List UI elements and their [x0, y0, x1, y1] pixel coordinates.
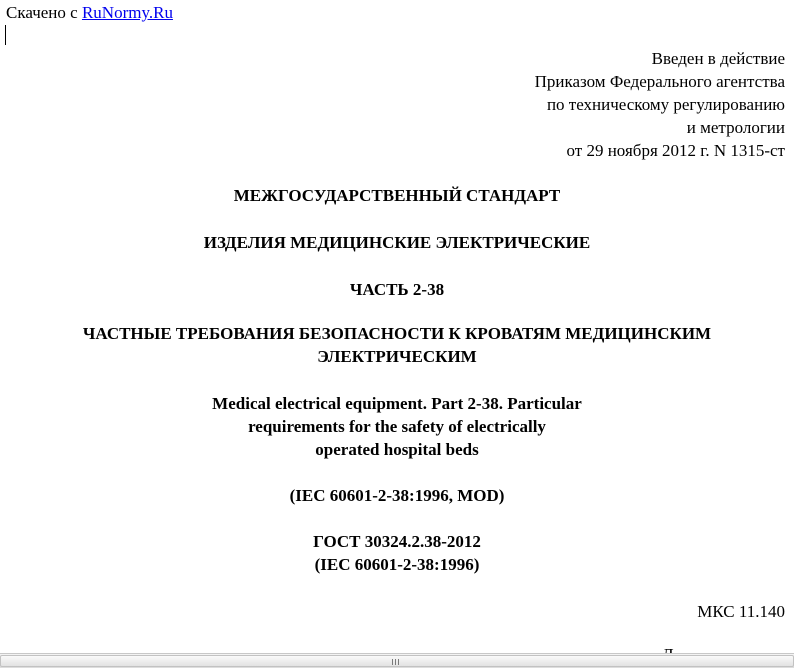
intro-line: Введен в действие [651, 49, 785, 68]
iec-mod-reference: (IEC 60601-2-38:1996, MOD) [289, 486, 505, 505]
grip-icon [392, 659, 400, 665]
english-line: Medical electrical equipment. Part 2-38. Particular [212, 394, 582, 413]
english-title [0, 392, 794, 461]
part-heading: ЧАСТЬ 2-38 [349, 280, 445, 299]
mks-code: МКС 11.140 [697, 602, 785, 621]
gost-number: ГОСТ 30324.2.38-2012 [313, 532, 481, 551]
requirements-heading [0, 322, 794, 368]
gost-designation [0, 530, 794, 576]
iec-reference: (IEC 60601-2-38:1996) [314, 555, 480, 574]
english-line: operated hospital beds [315, 440, 479, 459]
enactment-note [535, 47, 785, 162]
downloaded-prefix: Скачено с [6, 3, 78, 22]
runormy-link[interactable]: RuNormy.Ru [81, 3, 173, 22]
product-heading: ИЗДЕЛИЯ МЕДИЦИНСКИЕ ЭЛЕКТРИЧЕСКИЕ [203, 233, 591, 252]
text-cursor [5, 25, 6, 45]
scrollbar-thumb[interactable] [0, 655, 794, 667]
intro-line: Приказом Федерального агентства [534, 72, 785, 91]
horizontal-scrollbar[interactable] [0, 653, 794, 668]
download-source [6, 2, 173, 24]
intro-line: от 29 ноября 2012 г. N 1315-ст [566, 141, 785, 160]
requirements-line: ЧАСТНЫЕ ТРЕБОВАНИЯ БЕЗОПАСНОСТИ К КРОВАТЯМ МЕДИЦИНСКИМ [82, 324, 712, 343]
requirements-line: ЭЛЕКТРИЧЕСКИМ [317, 347, 477, 366]
english-line: requirements for the safety of electrically [248, 417, 546, 436]
intro-line: по техническому регулированию [546, 95, 785, 114]
standard-type-heading: МЕЖГОСУДАРСТВЕННЫЙ СТАНДАРТ [233, 186, 561, 205]
intro-line: и метрологии [686, 118, 785, 137]
